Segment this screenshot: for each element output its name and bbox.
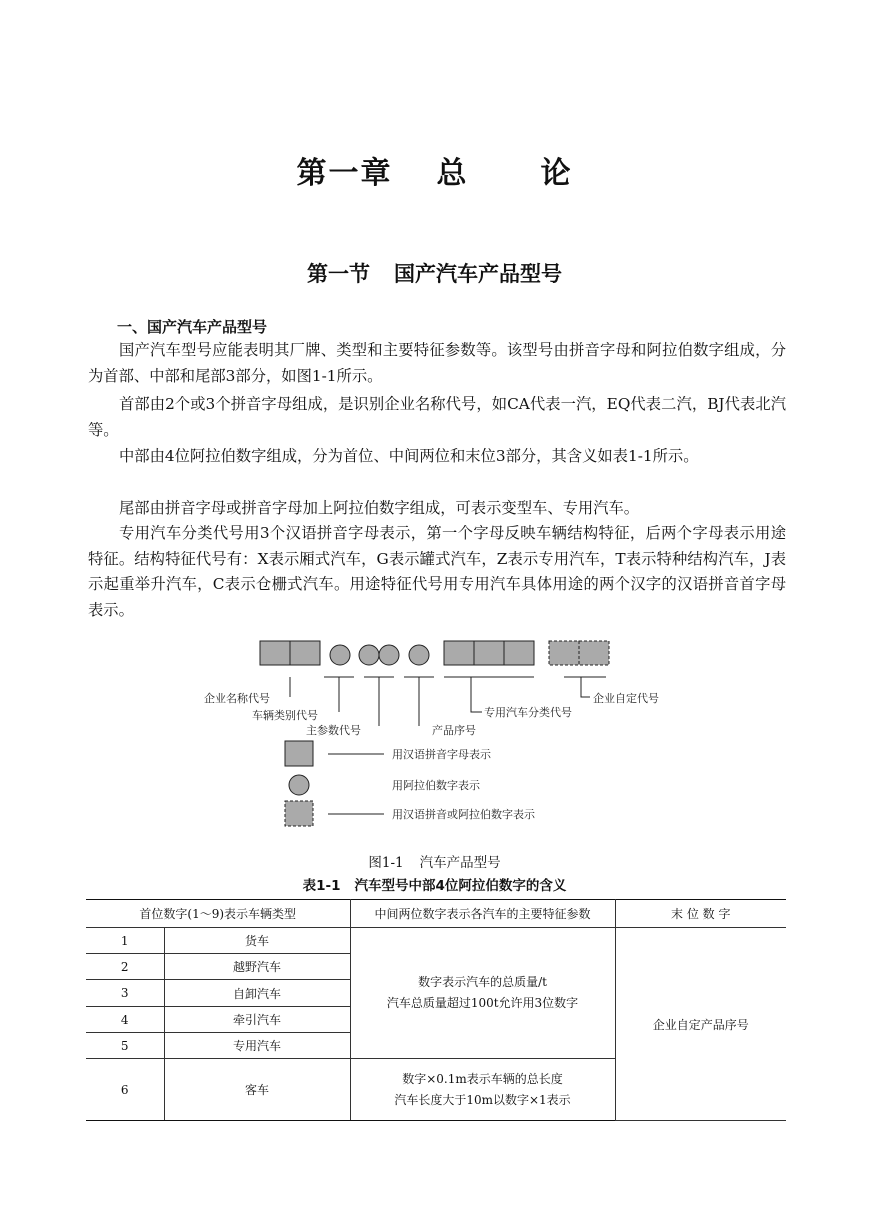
row-type: 越野汽车 — [164, 954, 350, 980]
paragraph-tail: 尾部由拼音字母或拼音字母加上阿拉伯数字组成，可表示变型车、专用汽车。 — [119, 499, 640, 517]
section-number: 第一节 — [307, 261, 370, 286]
row-number: 2 — [86, 954, 164, 980]
row-type: 牵引汽车 — [164, 1007, 350, 1033]
paragraph-special: 专用汽车分类代号用3个汉语拼音字母表示，第一个字母反映车辆结构特征，后两个字母表示用途特征。结构特征代号有：X表示厢式汽车，G表示罐式汽车，Z表示专用汽车，T表示特种结构汽车，J表示起重举升汽车，C表示仓栅式汽车。用途特征代号用专用汽车具体用途的两个汉字的汉语拼音首字母表示。 — [88, 524, 786, 619]
legend-letter-text: 用汉语拼音字母表示 — [392, 748, 491, 761]
section-title — [0, 258, 869, 288]
figure-caption — [0, 851, 869, 871]
label-company: 企业名称代号 — [204, 692, 270, 705]
legend-mixed-text: 用汉语拼音或阿拉伯数字表示 — [392, 808, 535, 821]
param-mass-line-2: 汽车总质量超过100t允许用3位数字 — [386, 996, 579, 1010]
table-header-row — [86, 900, 786, 928]
last-digit-cell: 企业自定产品序号 — [615, 928, 786, 1121]
row-type: 专用汽车 — [164, 1033, 350, 1059]
label-main-param: 主参数代号 — [306, 724, 361, 737]
row-type: 客车 — [164, 1059, 350, 1121]
row-number: 1 — [86, 928, 164, 954]
label-vehicle-type: 车辆类别代号 — [252, 709, 318, 722]
row-type: 货车 — [164, 928, 350, 954]
model-diagram — [0, 630, 869, 835]
figure-title: 汽车产品型号 — [419, 855, 501, 871]
paragraph-head: 首部由2个或3个拼音字母组成，是识别企业名称代号，如CA代表一汽，EQ代表二汽，BJ代表北汽等。 — [88, 395, 786, 439]
row-number: 6 — [86, 1059, 164, 1121]
digit-circle-param-1 — [359, 645, 379, 665]
paragraph-middle: 中部由4位阿拉伯数字组成，分为首位、中间两位和末位3部分，其含义如表1-1所示。 — [119, 447, 699, 465]
legend-digit-circle — [289, 775, 309, 795]
label-special-class: 专用汽车分类代号 — [484, 706, 572, 719]
digit-circle-type — [330, 645, 350, 665]
legend-digit-text: 用阿拉伯数字表示 — [392, 779, 480, 792]
meaning-table — [86, 899, 786, 1121]
chapter-word-1: 总 — [436, 156, 469, 191]
table-caption — [0, 874, 869, 894]
row-number: 3 — [86, 980, 164, 1007]
digit-circle-param-2 — [379, 645, 399, 665]
row-type: 自卸汽车 — [164, 980, 350, 1007]
row-number: 4 — [86, 1007, 164, 1033]
figure-number: 图1-1 — [368, 855, 404, 871]
chapter-number: 第一章 — [296, 156, 393, 191]
legend-mixed-box — [285, 801, 313, 826]
header-middle-digits: 中间两位数字表示各汽车的主要特征参数 — [350, 900, 615, 928]
legend-letter-box — [285, 741, 313, 766]
chapter-title — [0, 148, 869, 192]
header-first-digit: 首位数字(1～9)表示车辆类型 — [86, 900, 350, 928]
param-cell-mass — [350, 928, 615, 1059]
param-mass-line-1: 数字表示汽车的总质量/t — [418, 975, 547, 989]
label-company-custom: 企业自定代号 — [593, 692, 659, 705]
mixed-box-group-custom — [549, 641, 609, 665]
table-row — [86, 928, 786, 954]
chapter-word-2: 论 — [540, 156, 573, 191]
section-name: 国产汽车产品型号 — [394, 261, 562, 286]
table-title: 汽车型号中部4位阿拉伯数字的含义 — [354, 878, 567, 894]
letter-box-group-special — [444, 641, 534, 665]
subheading: 一、国产汽车产品型号 — [117, 318, 268, 336]
label-product-seq: 产品序号 — [432, 724, 476, 737]
param-length-line-1: 数字×0.1m表示车辆的总长度 — [402, 1071, 563, 1086]
digit-circle-seq — [409, 645, 429, 665]
param-cell-length — [350, 1059, 615, 1121]
row-number: 5 — [86, 1033, 164, 1059]
param-length-line-2: 汽车长度大于10m以数字×1表示 — [394, 1092, 571, 1107]
header-last-digit: 末 位 数 字 — [615, 900, 786, 928]
paragraph-intro: 国产汽车型号应能表明其厂牌、类型和主要特征参数等。该型号由拼音字母和阿拉伯数字组成，分为首部、中部和尾部3部分，如图1-1所示。 — [88, 341, 786, 385]
table-number: 表1-1 — [302, 878, 341, 894]
letter-box-group-company — [260, 641, 320, 665]
